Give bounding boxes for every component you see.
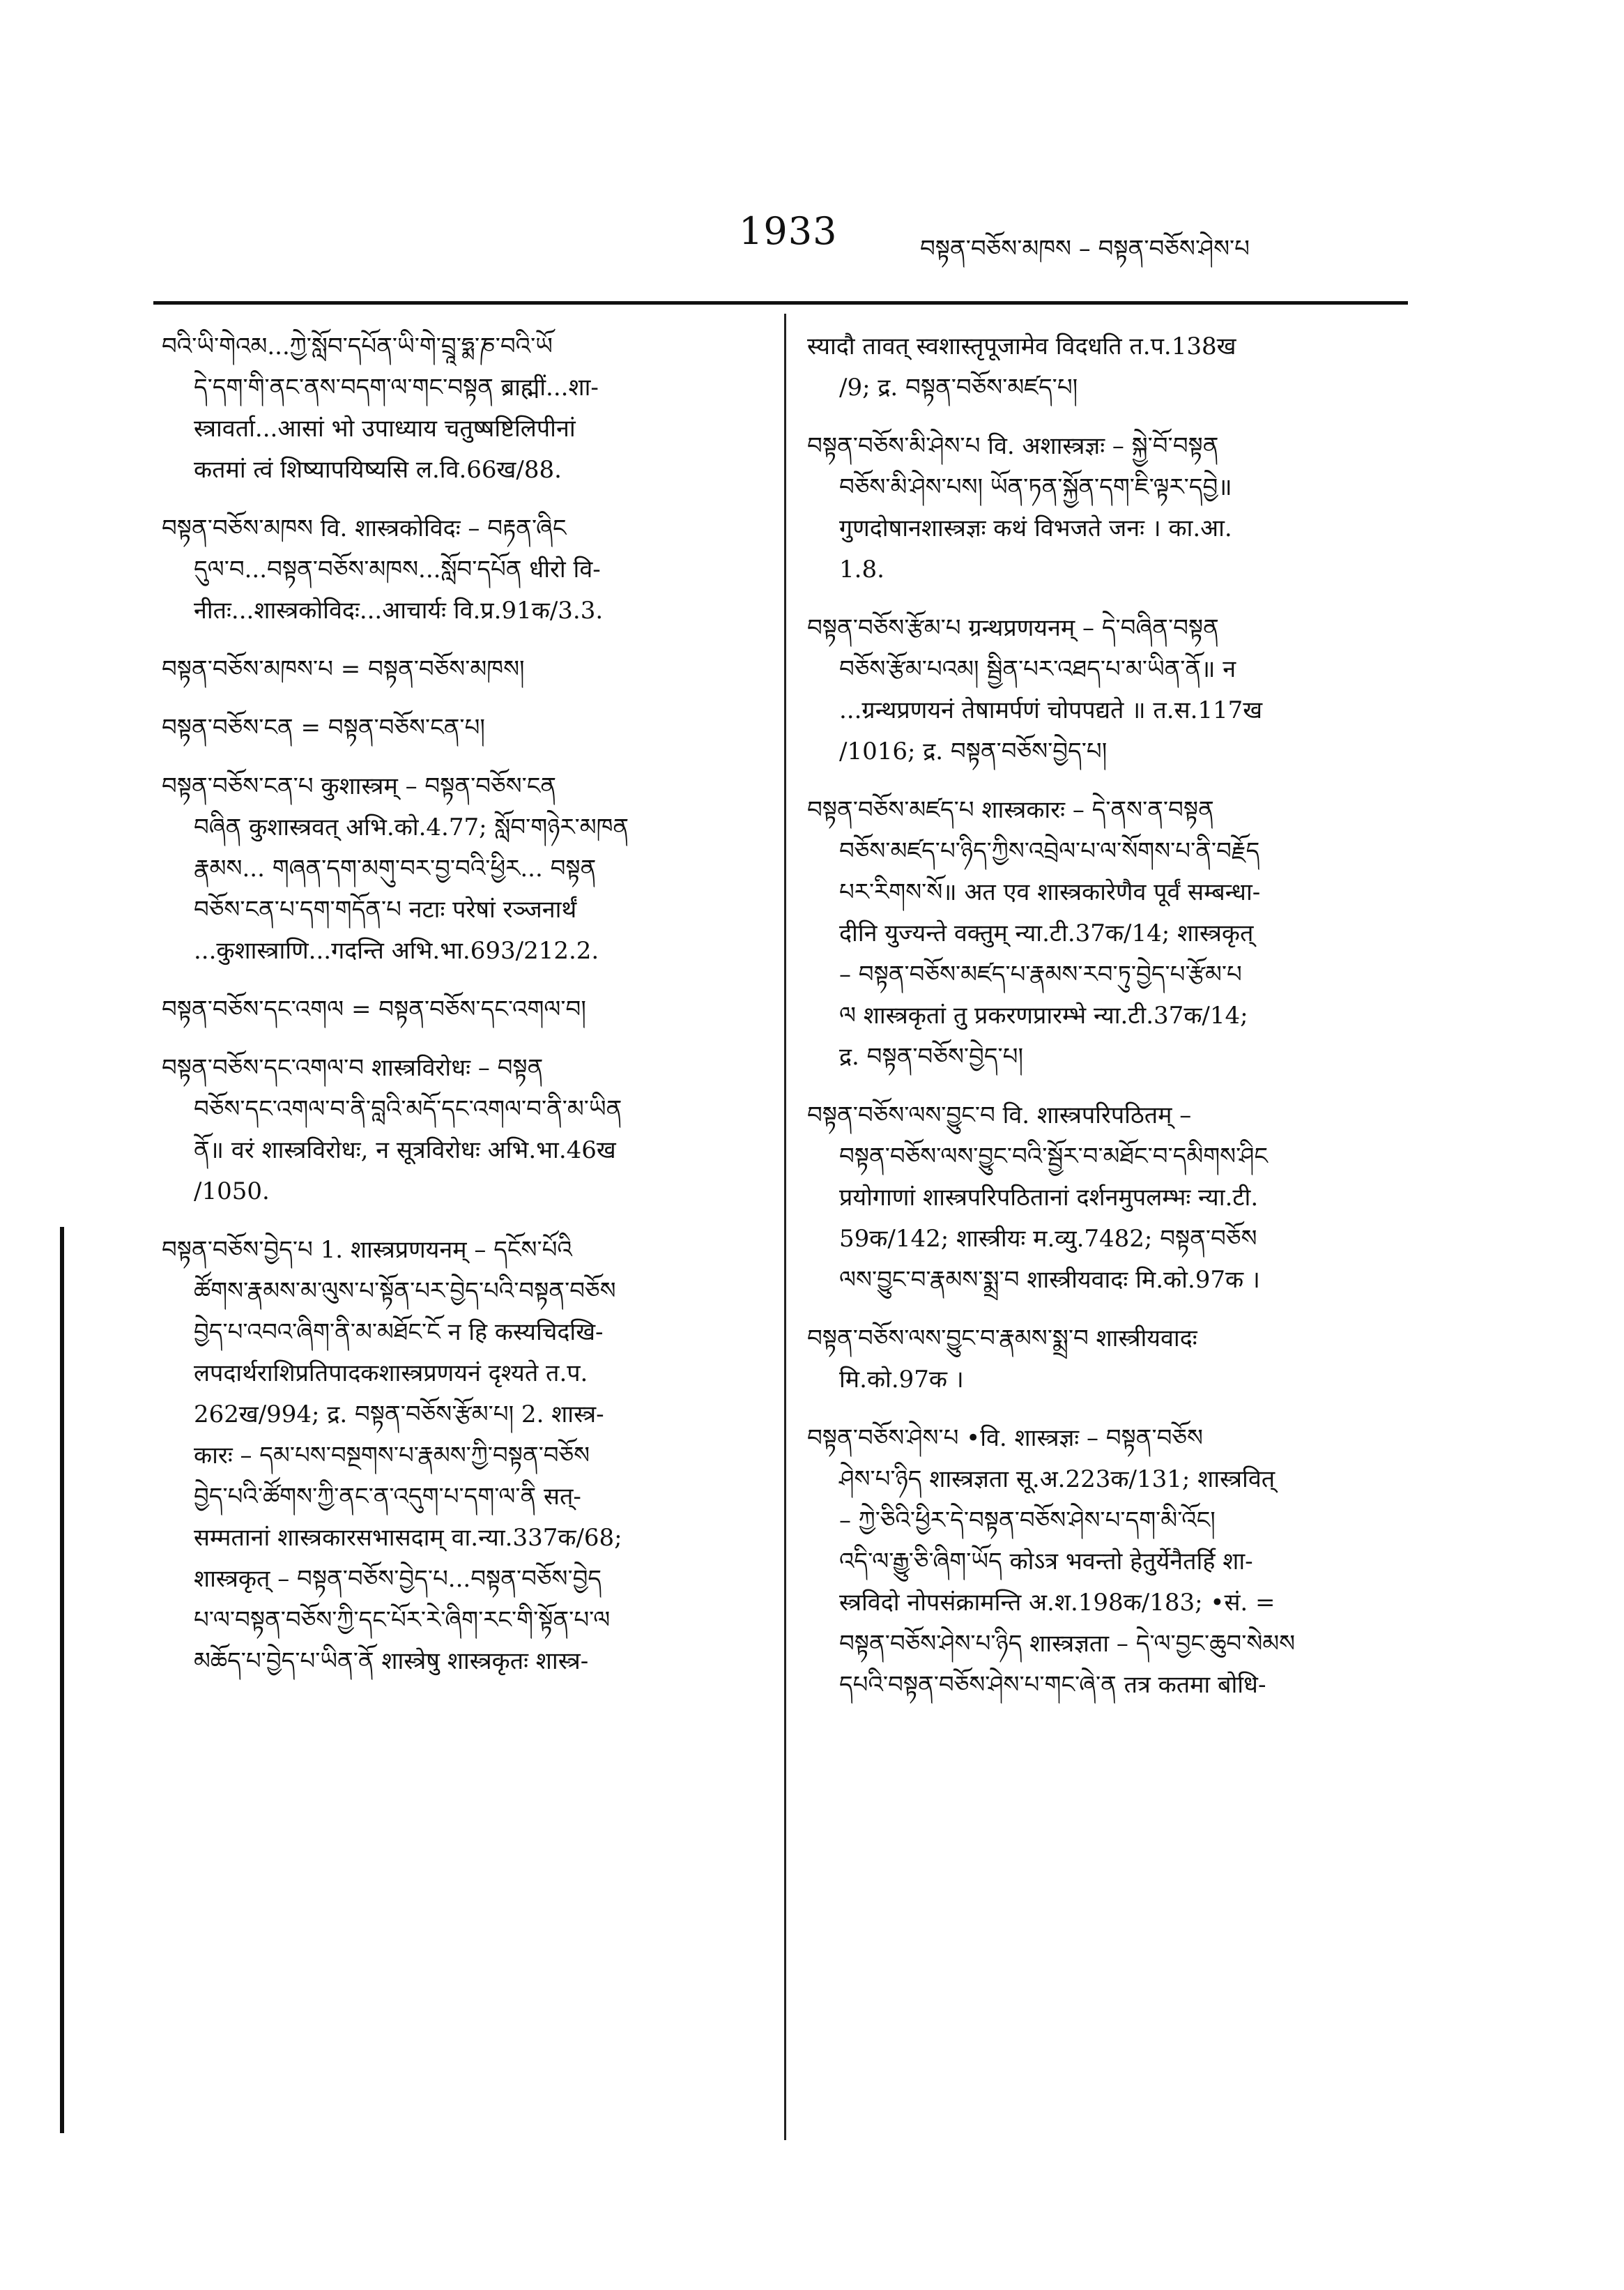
left-column <box>162 326 761 2208</box>
entry-line: /1016; द्र. བསྟན་བཅོས་བྱེད་པ། <box>839 738 1108 765</box>
entry-line: कतमां त्वं शिष्यापयिष्यसि ल.वि.66ख/88. <box>194 456 562 484</box>
entry-line: स्त्रविदो नोपसंक्रामन्ति अ.श.198क/183; •सं. = <box>839 1589 1276 1617</box>
entry-line: दीनि युज्यन्ते वक्तुम् न्या.टी.37क/14; शास्त्रकृत् <box>839 919 1254 947</box>
entry-line: द्र. བསྟན་བཅོས་བྱེད་པ། <box>839 1043 1024 1071</box>
entry-line: गुणदोषानशास्त्रज्ञः कथं विभजते जनः । का.आ. <box>839 514 1232 542</box>
entry-line: नीतः...शास्त्रकोविदः...आचार्यः वि.प्र.91क/3.3. <box>194 597 604 625</box>
entry-line: ...कुशास्त्राणि...गदन्ति अभि.भा.693/212.2. <box>194 937 599 965</box>
entry-line: པར་རིགས་སོ॥ अत एव शास्त्रकारेणैव पूर्वं सम्बन्धा- <box>839 878 1261 906</box>
entry-line: བཞིན कुशास्त्रवत् अभि.को.4.77; སློབ་གཉེར་མཁན <box>194 814 629 841</box>
dictionary-entry <box>807 426 1407 590</box>
entry-line: བསྟན་བཅོས་མཛད་པ शास्त्रकारः – དེ་ནས་ན་བསྟན <box>807 796 1214 824</box>
entry-line: कारः – དམ་པས་བསྔགས་པ་རྣམས་ཀྱི་བསྟན་བཅོས <box>194 1442 590 1470</box>
entry-line: བཅོས་རྩོམ་པའམ། སྦྱིན་པར་འཐད་པ་མ་ཡིན་ནོ॥ न <box>839 655 1236 683</box>
entry-line: བསྟན་བཅོས་ལས་བྱུང་བ वि. शास्त्रपरिपठितम् – <box>807 1101 1192 1129</box>
entry-line: स्यादौ तावत् स्वशास्तृपूजामेव विदधति त.प.138ख <box>807 333 1236 360</box>
entry-line: བསྟན་བཅོས་ངན་པ कुशास्त्रम् – བསྟན་བཅོས་ངན <box>162 772 557 800</box>
dictionary-entry <box>807 1418 1407 1706</box>
entry-line: /9; द्र. བསྟན་བཅོས་མཛད་པ། <box>839 374 1078 402</box>
entry-line: ཚོགས་རྣམས་མ་ལུས་པ་སྟོན་པར་བྱེད་པའི་བསྟན་བཅོས <box>194 1277 616 1305</box>
entry-line: བསྟན་བཅོས་ལས་བྱུང་བ་རྣམས་སྨྲ་བ शास्त्रीयवादः <box>807 1325 1197 1352</box>
entry-line: བསྟན་བཅོས་དང་འགལ་བ शास्त्रविरोधः – བསྟན <box>162 1054 544 1082</box>
entry-line: བའི་ཡི་གེའམ...ཀྱེ་སློབ་དཔོན་ཡི་གེ་བྲཱ་ཧྨ་ཎ་བའི་ཡོ <box>162 333 553 360</box>
entry-line: བཅོས་ངན་པ་དག་གདོན་པ नटाः परेषां रञ्जनार्थं <box>194 896 577 924</box>
running-head: བསྟན་བཅོས་མཁས – བསྟན་བཅོས་ཤེས་པ <box>920 235 1250 263</box>
entry-line: དཔའི་བསྟན་བཅོས་ཤེས་པ་གང་ཞེ་ན तत्र कतमा बोधि- <box>839 1671 1266 1699</box>
entry-line: དུལ་བ...བསྟན་བཅོས་མཁས...སློབ་དཔོན धीरो वि- <box>194 556 601 583</box>
entry-line: བཅོས་མཛད་པ་ཉིད་ཀྱིས་འབྲེལ་པ་ལ་སོགས་པ་ནི་བརྗོད <box>839 837 1260 865</box>
entry-line: འདི་ལ་རྒྱུ་ཅི་ཞིག་ཡོད कोऽत्र भवन्तो हेतुर्येनैतर्हि शा- <box>839 1548 1253 1575</box>
entry-line: ལ शास्त्रकृतां तु प्रकरणप्रारम्भे न्या.टी.37क/14; <box>839 1002 1248 1030</box>
entry-line: ནོ॥ वरं शास्त्रविरोधः, न सूत्रविरोधः अभि.भा.46ख <box>194 1136 616 1164</box>
column-divider <box>784 314 786 2140</box>
dictionary-entry <box>162 1230 761 1682</box>
entry-line: བསྟན་བཅོས་ལས་བྱུང་བའི་སྦྱོར་བ་མཐོང་བ་དམིགས་ཤིང <box>839 1143 1268 1170</box>
entry-line: मि.को.97क । <box>839 1366 964 1394</box>
entry-line: प्रयोगाणां शास्त्रपरिपठितानां दर्शनमुपलम्भः न्या.टी. <box>839 1184 1259 1212</box>
right-column <box>807 326 1407 2208</box>
dictionary-entry <box>162 989 761 1030</box>
entry-line: शास्त्रकृत् – བསྟན་བཅོས་བྱེད་པ...བསྟན་བཅོས་བྱེད <box>194 1565 602 1593</box>
entry-line: བསྟན་བཅོས་མི་ཤེས་པ वि. अशास्त्रज्ञः – སྐྱེ་བོ་བསྟན <box>807 432 1219 460</box>
entry-line: – ཀྱེ་ཅིའི་ཕྱིར་དེ་བསྟན་བཅོས་ཤེས་པ་དག་མི་འོང། <box>839 1506 1216 1534</box>
entry-line: 1.8. <box>839 556 884 583</box>
entry-line: བྱེད་པ་འབའ་ཞིག་ནི་མ་མཐོང་ངོ न हि कस्यचिदखि- <box>194 1318 604 1346</box>
entry-line: ལས་བྱུང་བ་རྣམས་སྨྲ་བ शास्त्रीयवादः मि.को.97क । <box>839 1266 1260 1294</box>
dictionary-entry <box>162 649 761 690</box>
dictionary-entry <box>162 1048 761 1212</box>
entry-line: དེ་དག་གི་ནང་ནས་བདག་ལ་གང་བསྟན ब्राह्मीं...शा- <box>194 374 599 402</box>
entry-line: བསྟན་བཅོས་རྩོམ་པ ग्रन्थप्रणयनम् – དེ་བཞིན་བསྟན <box>807 614 1219 642</box>
entry-line: བསྟན་བཅོས་ཤེས་པ་ཉིད शास्त्रज्ञता – དེ་ལ་བྱང་ཆུབ་སེམས <box>839 1630 1296 1658</box>
entry-line: པ་ལ་བསྟན་བཅོས་ཀྱི་དང་པོར་རེ་ཞིག་རང་གི་སྟོན་པ་ལ <box>194 1606 611 1634</box>
entry-line: རྣམས... གཞན་དག་མགུ་བར་བྱ་བའི་ཕྱིར... བསྟན <box>194 855 597 883</box>
page-number: 1933 <box>739 209 838 253</box>
entry-line: ཤེས་པ་ཉིད शास्त्रज्ञता सू.अ.223क/131; शास्त्रवित् <box>839 1465 1276 1493</box>
entry-line: ...ग्रन्थप्रणयनं तेषामर्पणं चोपपद्यते ॥ त.स.117ख <box>839 696 1263 724</box>
entry-line: स्त्रावर्ता...आसां भो उपाध्याय चतुष्षष्टिलिपीनां <box>194 415 576 443</box>
header-rule <box>153 301 1408 305</box>
entry-line: བཅོས་མི་ཤེས་པས། ཡོན་ཏན་སྐྱོན་དག་ཇི་ལྟར་དབྱེ॥ <box>839 473 1232 501</box>
dictionary-entry <box>807 608 1407 772</box>
entry-line: /1050. <box>194 1177 270 1205</box>
dictionary-entry <box>162 708 761 749</box>
entry-line: – བསྟན་བཅོས་མཛད་པ་རྣམས་རབ་ཏུ་བྱེད་པ་རྩོམ་པ <box>839 961 1242 988</box>
entry-line: लपदार्थराशिप्रतिपादकशास्त्रप्रणयनं दृश्यते त.प. <box>194 1359 588 1387</box>
dictionary-entry <box>162 766 761 972</box>
entry-line: བསྟན་བཅོས་མཁས་པ = བསྟན་བཅོས་མཁས། <box>162 655 525 683</box>
entry-line: མཆོད་པ་བྱེད་པ་ཡིན་ནོ शास्त्रेषु शास्त्रकृतः शास्त्र- <box>194 1647 589 1675</box>
entry-line: བསྟན་བཅོས་ངན = བསྟན་བཅོས་ངན་པ། <box>162 714 485 742</box>
margin-bar <box>60 1227 64 2133</box>
entry-line: བསྟན་བཅོས་མཁས वि. शास्त्रकोविदः – བརྟན་ཞིང <box>162 514 567 542</box>
entry-line: 59क/142; शास्त्रीयः म.व्यु.7482; བསྟན་བཅོས <box>839 1225 1257 1253</box>
dictionary-entry <box>162 326 761 491</box>
dictionary-entry <box>807 1095 1407 1301</box>
dictionary-entry <box>807 1318 1407 1400</box>
entry-line: བསྟན་བཅོས་ཤེས་པ •वि. शास्त्रज्ञः – བསྟན་བཅོས <box>807 1424 1203 1452</box>
dictionary-entry <box>807 790 1407 1078</box>
dictionary-entry <box>162 508 761 632</box>
entry-line: བསྟན་བཅོས་དང་འགལ = བསྟན་བཅོས་དང་འགལ་བ། <box>162 995 586 1023</box>
entry-line: བསྟན་བཅོས་བྱེད་པ 1. शास्त्रप्रणयनम् – དངོས་པོའི <box>162 1236 572 1264</box>
entry-line: सम्मतानां शास्त्रकारसभासदाम् वा.न्या.337क/68; <box>194 1524 622 1552</box>
entry-line: 262ख/994; द्र. བསྟན་བཅོས་རྩོམ་པ། 2. शास्त्र- <box>194 1400 604 1428</box>
dictionary-entry <box>807 326 1407 409</box>
entry-line: བཅོས་དང་འགལ་བ་ནི་བླའི་མདོ་དང་འགལ་བ་ནི་མ་ཡིན <box>194 1095 622 1123</box>
entry-line: བྱེད་པའི་ཚོགས་ཀྱི་ནང་ན་འདུག་པ་དག་ལ་ནི सत्- <box>194 1483 581 1511</box>
